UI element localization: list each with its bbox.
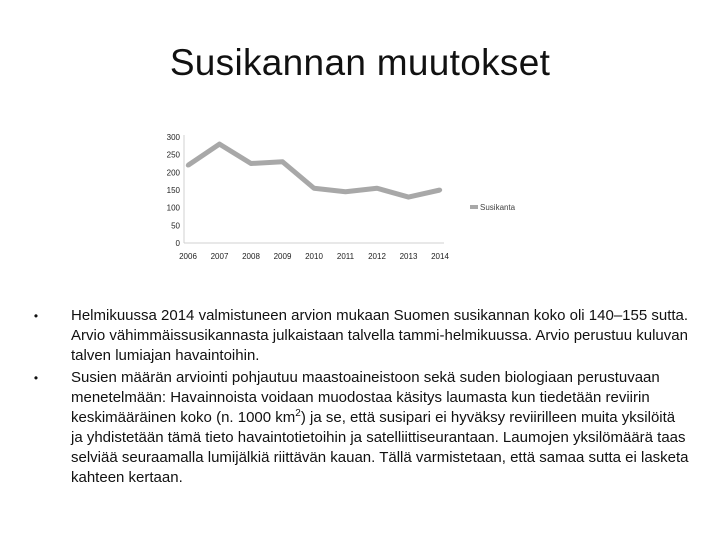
data-point <box>438 188 442 192</box>
bullet-marker: • <box>33 371 39 385</box>
x-tick-label: 2008 <box>242 252 260 261</box>
y-tick-label: 100 <box>166 203 180 213</box>
y-tick-label: 300 <box>166 133 180 142</box>
data-point <box>312 186 316 190</box>
bullet-list <box>30 306 690 490</box>
x-tick-label: 2006 <box>179 252 197 261</box>
bullet-item-1 <box>30 306 690 366</box>
y-tick-label: 150 <box>166 186 180 195</box>
data-point <box>406 195 410 199</box>
superscript: 2 <box>295 408 301 419</box>
x-tick-label: 2011 <box>336 252 355 261</box>
bullet-marker: • <box>33 309 39 323</box>
y-tick-label: 200 <box>166 168 180 178</box>
x-tick-label: 2009 <box>273 252 292 261</box>
series-lines <box>186 142 442 199</box>
bullet-item-2 <box>30 368 690 488</box>
y-tick-label: 0 <box>175 239 180 248</box>
data-point <box>186 163 190 167</box>
y-tick-label: 50 <box>171 221 180 231</box>
data-point <box>249 161 253 165</box>
x-tick-label: 2010 <box>305 252 323 261</box>
x-tick-labels <box>179 252 449 261</box>
x-tick-label: 2007 <box>210 252 229 261</box>
chart-svg <box>150 125 550 270</box>
slide-title: Susikannan muutokset <box>169 42 551 83</box>
x-tick-label: 2013 <box>399 252 418 261</box>
bullet-text <box>71 369 689 486</box>
data-point <box>343 190 347 194</box>
bullet-text-part: ) ja se, että susipari ei hyväksy reviirilleen muita yksilöitä ja yhdistetään tämä tieto havaintotietoihin ja satelliittiseurantaan. Laumojen yksilömäärä taas selviää seuraamalla lumijälkiä riittävän kauan. Tällä varmistetaan, että samaa sutta ei lasketa kahteen kertaan. <box>71 409 689 486</box>
data-point <box>280 160 284 164</box>
x-tick-label: 2014 <box>431 252 449 261</box>
data-point <box>375 186 379 190</box>
legend-label: Susikanta <box>480 203 516 212</box>
x-tick-label: 2012 <box>368 252 386 261</box>
legend <box>470 203 516 212</box>
y-tick-labels <box>167 133 181 248</box>
data-point <box>217 142 221 146</box>
bullet-text: Helmikuussa 2014 valmistuneen arvion mukaan Suomen susikannan koko oli 140–155 sutta. Arvio vähimmäissusikannasta julkaistaan talvella tammi-helmikuussa. Arvio perustuu kuluvan talven lumiajan havaintoihin. <box>71 307 689 364</box>
bullet-text-part: Susien määrän arviointi pohjautuu maastoaineistoon sekä suden biologiaan perustuvaan menetelmään: Havainnoista voidaan muodostaa käsitys laumasta kun tiedetään reviirin keskimääräinen koko (n. 1000 km <box>71 369 660 426</box>
y-tick-label: 250 <box>166 150 180 160</box>
line-chart <box>150 125 550 270</box>
